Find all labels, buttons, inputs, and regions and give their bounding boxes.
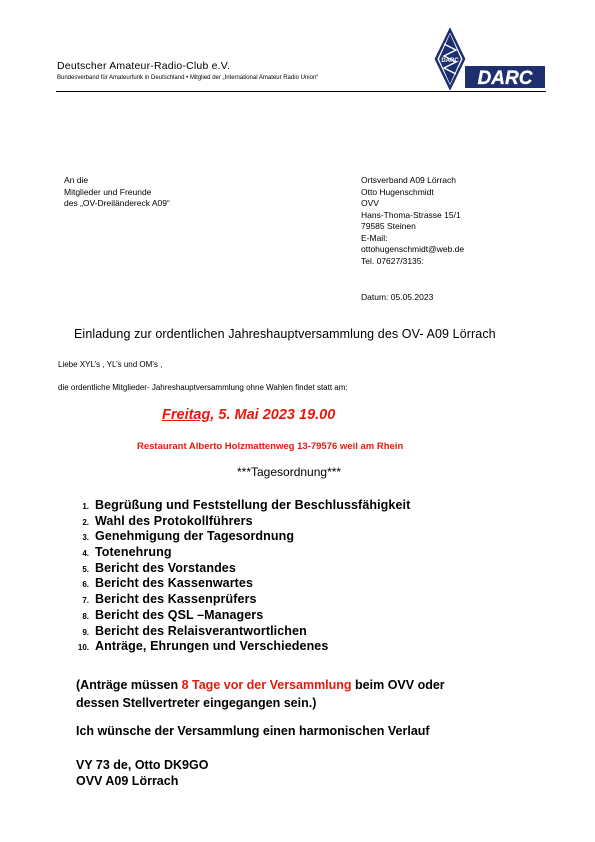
agenda-item-text: Bericht des Kassenwartes [95, 576, 254, 591]
agenda-item-number: 1. [82, 502, 89, 511]
agenda-item-text: Wahl des Protokollführers [95, 513, 253, 528]
sender-line: Hans-Thoma-Strasse 15/1 [361, 209, 461, 220]
sender-line: Tel. 07627/3135: [361, 255, 424, 266]
agenda-item-number: 6. [82, 580, 89, 590]
darc-emblem-icon [436, 30, 464, 88]
agenda-item-text: Bericht des QSL –Managers [95, 607, 264, 622]
event-date-rest: , 5. Mai 2023 19.00 [210, 407, 336, 423]
agenda-item-text: Bericht des Kassenprüfers [95, 592, 257, 607]
emblem-text: DARC [441, 58, 459, 64]
sender-line: E-Mail: [361, 232, 388, 243]
agenda-item-text: Genehmigung der Tagesordnung [95, 529, 295, 544]
recipient-line: Mitglieder und Freunde [64, 186, 152, 197]
sender-line: 79585 Steinen [361, 221, 416, 231]
recipient-address [64, 175, 170, 210]
agenda-item [58, 639, 410, 655]
sender-line: Ortsverband A09 Lörrach [361, 175, 456, 185]
agenda-item-text: Bericht des Vorstandes [95, 560, 236, 575]
agenda-item [58, 561, 410, 577]
agenda-item [58, 545, 410, 561]
agenda-item-number: 2. [82, 517, 89, 527]
agenda-item [58, 498, 410, 514]
agenda-item-number: 3. [82, 533, 89, 543]
agenda-item [58, 592, 410, 608]
agenda-item-number: 7. [82, 596, 89, 606]
organization-name: Deutscher Amateur-Radio-Club e.V. [57, 60, 231, 72]
agenda-item-number: 10. [77, 643, 89, 653]
note-text-1: (Anträge müssen [76, 678, 182, 692]
signature-line: OVV A09 Lörrach [76, 774, 179, 788]
agenda-item-text: Anträge, Ehrungen und Verschiedenes [95, 639, 329, 654]
note-highlight: 8 Tage vor der Versammlung [181, 678, 352, 692]
event-venue: Restaurant Alberto Holzmattenweg 13-79576 weil am Rhein [137, 441, 404, 452]
event-day: Freitag [162, 407, 211, 423]
closing-wish: Ich wünsche der Versammlung einen harmonischen Verlauf [76, 724, 430, 738]
intro-text: die ordentliche Mitglieder- Jahreshauptversammlung ohne Wahlen findet statt am: [58, 383, 348, 392]
agenda-item-text: Begrüßung und Feststellung der Beschlussfähigkeit [95, 498, 411, 512]
sender-address [361, 175, 464, 267]
agenda-item-number: 5. [82, 564, 89, 574]
recipient-line: An die [64, 175, 89, 185]
agenda-item-number: 9. [82, 627, 89, 637]
header-divider [56, 91, 546, 92]
recipient-line: des „OV-Dreiländereck A09“ [64, 198, 170, 208]
logo-wordmark: DARC [477, 68, 533, 89]
agenda-item-text: Totenehrung [95, 545, 172, 560]
agenda-item [58, 514, 410, 530]
event-date [162, 407, 335, 423]
agenda-item [58, 576, 410, 592]
agenda-item [58, 624, 410, 640]
sender-line: ottohugenschmidt@web.de [361, 244, 465, 254]
salutation: Liebe XYL’s , YL’s und OM’s , [58, 360, 163, 369]
darc-logo [425, 28, 547, 90]
note-text-line2: dessen Stellvertreter eingegangen sein.) [76, 696, 317, 710]
agenda-heading: ***Tagesordnung*** [237, 465, 342, 479]
agenda-item-number: 8. [82, 611, 89, 621]
signature-line: VY 73 de, Otto DK9GO [76, 758, 209, 772]
document-title: Einladung zur ordentlichen Jahreshauptversammlung des OV- A09 Lörrach [74, 327, 496, 341]
sender-line: Otto Hugenschmidt [361, 186, 434, 197]
agenda-item-number: 4. [82, 549, 89, 559]
document-date: Datum: 05.05.2023 [361, 292, 434, 302]
submission-note [76, 676, 445, 712]
signature-block [76, 757, 208, 789]
agenda-item [58, 608, 410, 624]
agenda-item [58, 529, 410, 545]
organization-subtitle: Bundesverband für Amateurfunk in Deutschland • Mitglied der „International Amateur Radio Union“ [57, 75, 319, 81]
agenda-item-text: Bericht des Relaisverantwortlichen [95, 623, 307, 638]
note-text-2: beim OVV oder [351, 678, 445, 692]
agenda-list [58, 498, 410, 655]
sender-line: OVV [361, 198, 379, 208]
